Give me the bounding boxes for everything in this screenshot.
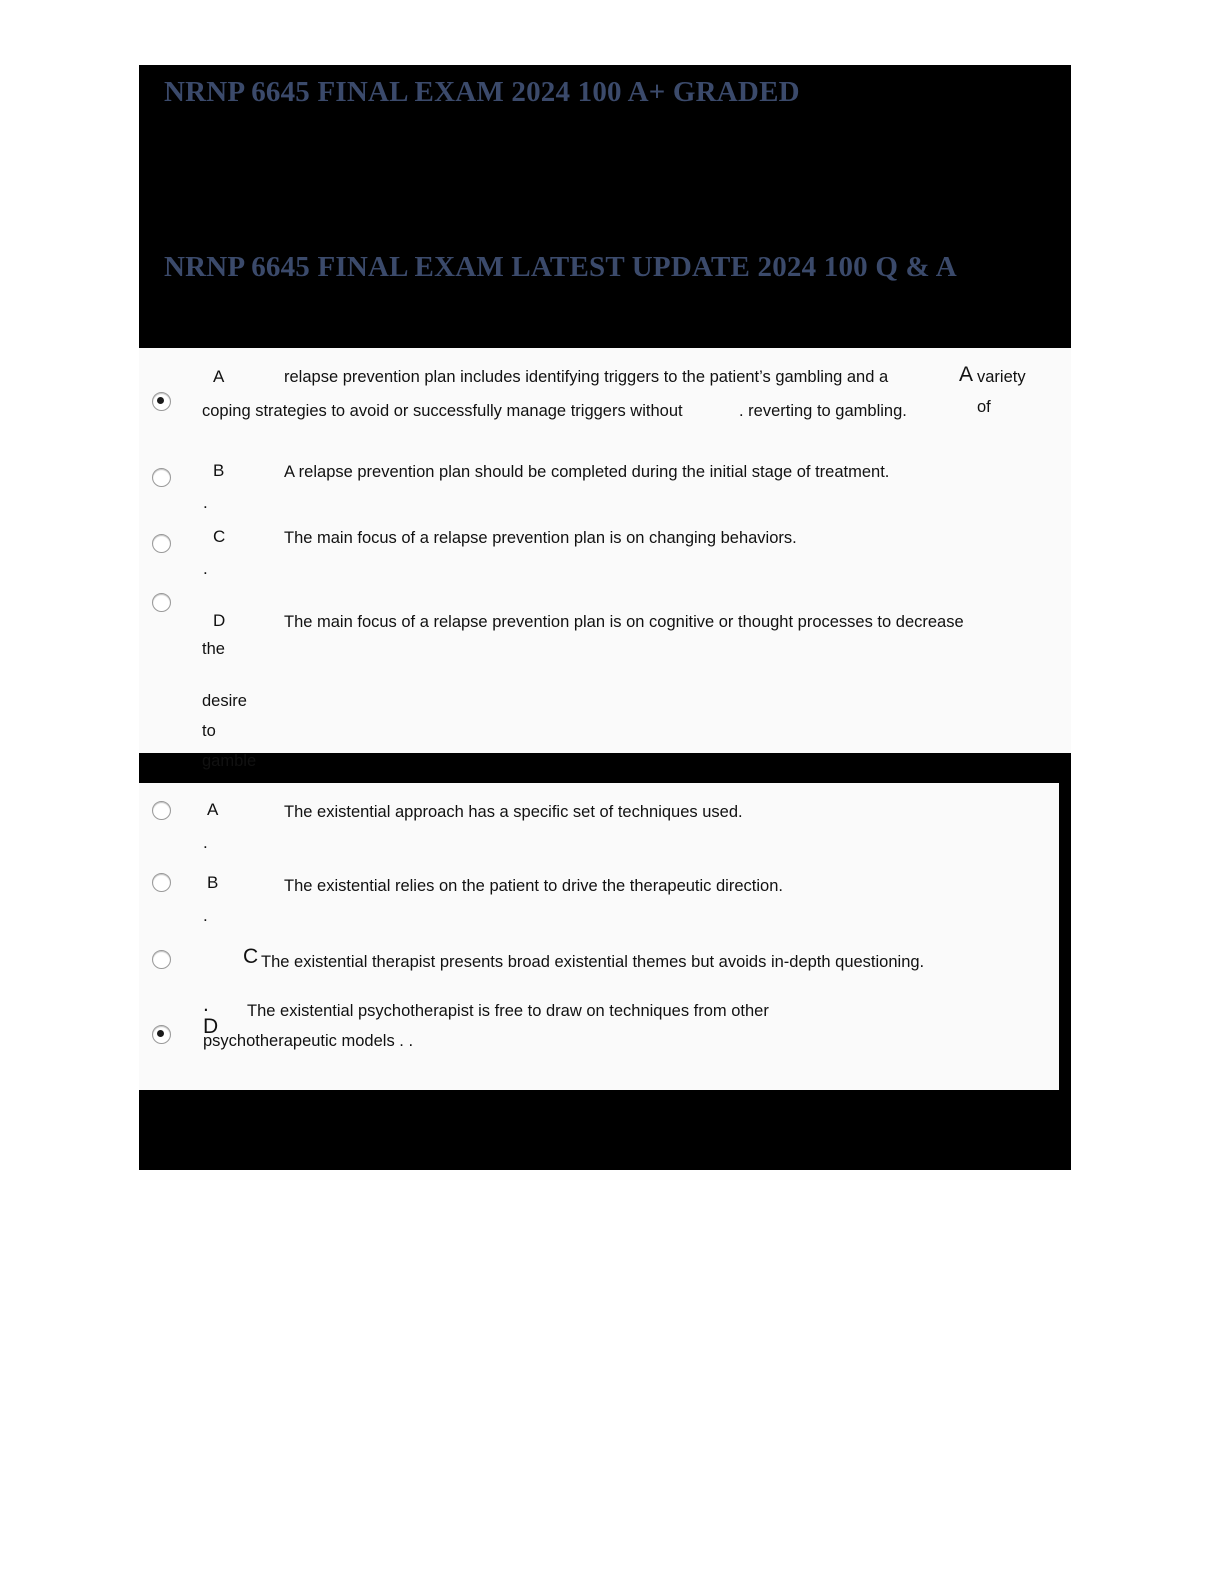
page-title-secondary: NRNP 6645 FINAL EXAM LATEST UPDATE 2024 100 Q & A — [164, 251, 957, 283]
option-text-line-1: The main focus of a relapse prevention plan is on cognitive or thought processes to decrease — [284, 613, 964, 631]
radio-button-icon[interactable] — [152, 593, 171, 612]
option-text: The existential approach has a specific set of techniques used. — [284, 803, 743, 821]
option-text-line-3: desire to gamble — [202, 692, 257, 770]
option-trailing-dot: . — [203, 493, 208, 512]
option-text-line-1: relapse prevention plan includes identifying triggers to the patient’s gambling and a — [284, 368, 889, 386]
option-text: A relapse prevention plan should be completed during the initial stage of treatment. — [284, 463, 890, 481]
radio-button-icon[interactable] — [152, 950, 171, 969]
option-text-line-1-end: variety of — [977, 368, 1026, 416]
option-text: The existential relies on the patient to drive the therapeutic direction. — [284, 877, 783, 895]
option-text-line-1: The existential psychotherapist is free to draw on techniques from other — [247, 1002, 769, 1020]
page-title-primary: NRNP 6645 FINAL EXAM 2024 100 A+ GRADED — [164, 76, 800, 108]
radio-button-icon[interactable] — [152, 801, 171, 820]
radio-button-icon[interactable] — [152, 468, 171, 487]
option-text-line-2: coping strategies to avoid or successfully manage triggers without — [202, 402, 683, 420]
radio-button-icon[interactable] — [152, 392, 171, 411]
option-trailing-dot: . — [203, 559, 208, 578]
question-1-card — [139, 348, 1071, 770]
option-letter: A — [207, 800, 219, 819]
option-letter: A — [213, 367, 225, 386]
option-text-line-2: psychotherapeutic models . . — [203, 1032, 414, 1050]
option-letter: D — [213, 611, 226, 630]
option-text-line-1-tail: A — [959, 363, 974, 386]
option-letter: C — [213, 527, 226, 546]
radio-button-icon[interactable] — [152, 534, 171, 553]
option-trailing-dot: . — [203, 906, 208, 925]
option-letter: C — [243, 945, 259, 968]
option-trailing-dot: . — [203, 833, 208, 852]
option-letter: B — [213, 461, 225, 480]
option-text-line-2: the — [202, 640, 225, 658]
option-letter: B — [207, 873, 219, 892]
option-text: The existential therapist presents broad existential themes but avoids in-depth questioning. — [261, 953, 925, 971]
document-header — [139, 65, 1071, 348]
option-text: The main focus of a relapse prevention plan is on changing behaviors. — [284, 529, 797, 547]
option-text-line-2-end: . reverting to gambling. — [739, 402, 907, 420]
radio-button-icon[interactable] — [152, 1025, 171, 1044]
question-2-card — [139, 783, 1059, 1090]
radio-button-icon[interactable] — [152, 873, 171, 892]
option-letter-prefix: . D — [203, 993, 219, 1038]
